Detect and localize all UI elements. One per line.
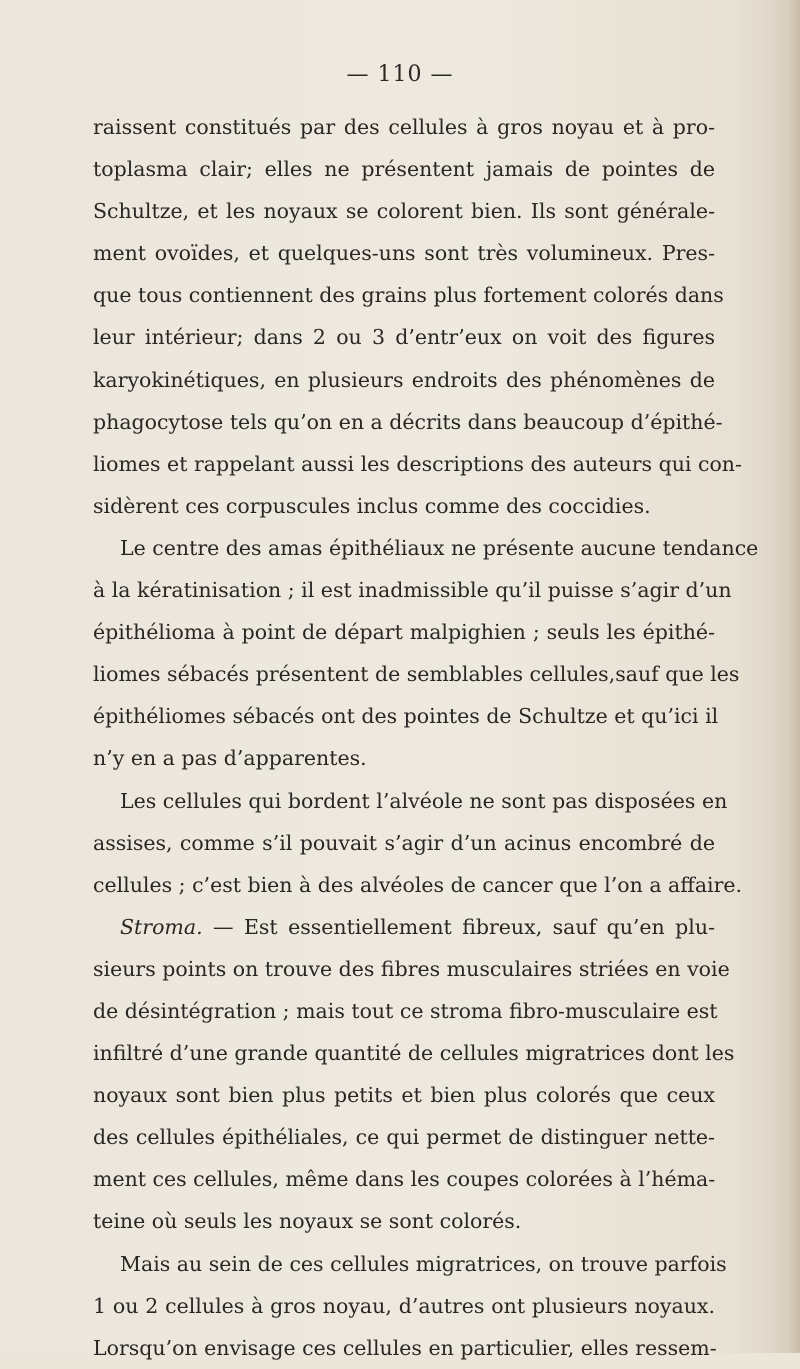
- text-line: cellules ; c’est bien à des alvéoles de cancer que l’on a affaire.: [93, 872, 743, 897]
- text-line: Schultze, et les noyaux se colorent bien. Ils sont générale-: [93, 199, 715, 224]
- text-line: n’y en a pas d’apparentes.: [93, 746, 367, 771]
- text-line: épithéliomes sébacés ont des pointes de Schultze et qu’ici il: [93, 704, 719, 729]
- text-line: épithélioma à point de départ malpighien ; seuls les épithé-: [93, 620, 715, 645]
- text-line: ment ovoïdes, et quelques-uns sont très volumineux. Pres-: [93, 241, 715, 266]
- text-line: sieurs points on trouve des fibres musculaires striées en voie: [93, 956, 730, 981]
- text-line: à la kératinisation ; il est inadmissible qu’il puisse s’agir d’un: [93, 578, 732, 603]
- text-line: leur intérieur; dans 2 ou 3 d’entr’eux on voit des figures: [93, 325, 715, 350]
- text-line: raissent constitués par des cellules à gros noyau et à pro-: [93, 115, 715, 139]
- page-number-header: — 110 —: [346, 62, 454, 87]
- text-line: toplasma clair; elles ne présentent jamais de pointes de: [93, 157, 715, 182]
- body-text: [93, 106, 759, 1369]
- text-line: Mais au sein de ces cellules migratrices, on trouve parfois: [120, 1251, 727, 1276]
- text-line: karyokinétiques, en plusieurs endroits des phénomènes de: [93, 367, 715, 392]
- text-line: 1 ou 2 cellules à gros noyau, d’autres ont plusieurs noyaux.: [93, 1293, 715, 1318]
- section-heading: Stroma.: [120, 914, 203, 939]
- text-line: Stroma. — Est essentiellement fibreux, sauf qu’en plu-: [120, 914, 715, 939]
- text-line: assises, comme s’il pouvait s’agir d’un acinus encombré de: [93, 830, 715, 855]
- text-line: infiltré d’une grande quantité de cellules migratrices dont les: [93, 1041, 735, 1066]
- text-line: sidèrent ces corpuscules inclus comme des coccidies.: [93, 493, 651, 518]
- text-line: ment ces cellules, même dans les coupes colorées à l’héma-: [93, 1167, 716, 1192]
- text-line: noyaux sont bien plus petits et bien plus colorés que ceux: [93, 1083, 715, 1108]
- text-line: phagocytose tels qu’on en a décrits dans beaucoup d’épithé-: [93, 409, 723, 434]
- text-line: teine où seuls les noyaux se sont colorés.: [93, 1209, 522, 1234]
- text-line: des cellules épithéliales, ce qui permet de distinguer nette-: [93, 1125, 715, 1150]
- text-line: Lorsqu’on envisage ces cellules en particulier, elles ressem-: [93, 1335, 717, 1360]
- text-line: Le centre des amas épithéliaux ne présente aucune tendance: [120, 535, 759, 560]
- text-line: Les cellules qui bordent l’alvéole ne sont pas disposées en: [120, 788, 728, 813]
- text-line: liomes sébacés présentent de semblables cellules,sauf que les: [93, 662, 740, 687]
- text-line: que tous contiennent des grains plus fortement colorés dans: [93, 283, 724, 308]
- text-line: liomes et rappelant aussi les descriptions des auteurs qui con-: [93, 451, 742, 476]
- page-edge-shadow: [772, 0, 800, 1353]
- text-line: de désintégration ; mais tout ce stroma fibro-musculaire est: [93, 998, 718, 1023]
